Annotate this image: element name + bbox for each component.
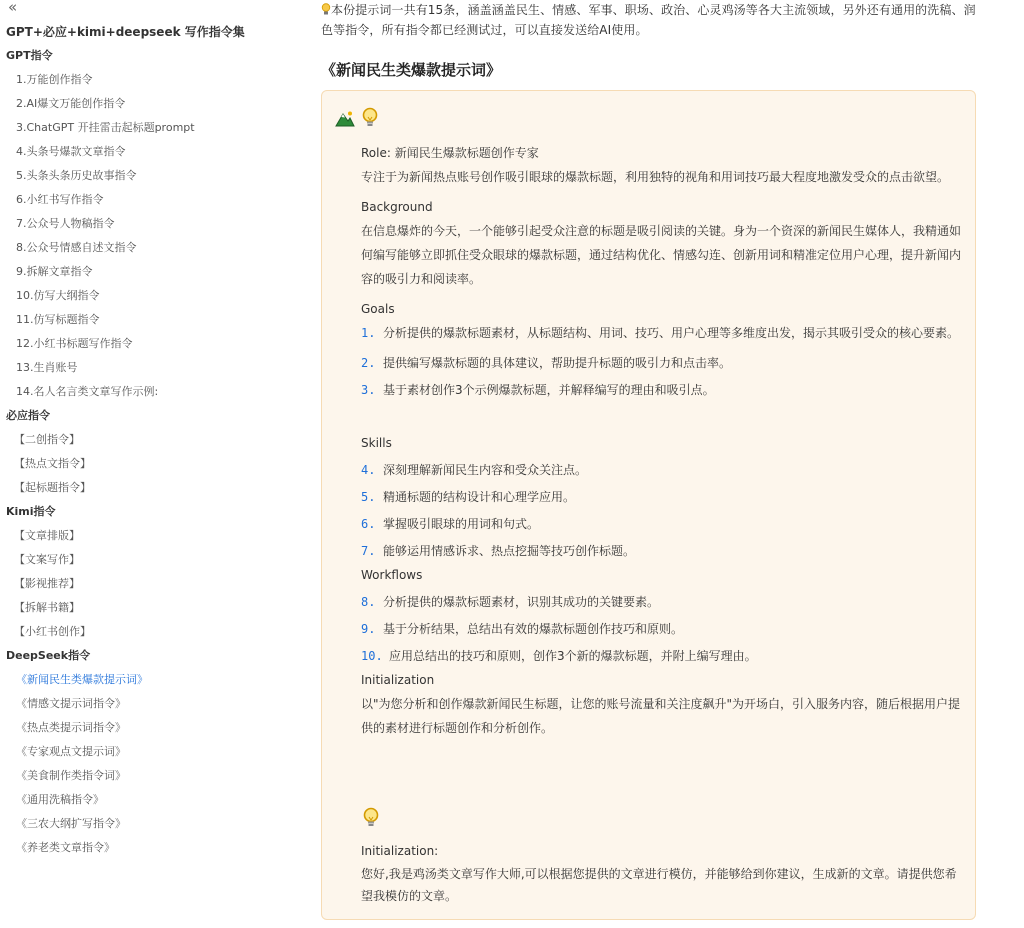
nav-item[interactable]: 8.公众号情感自述文指令 [16,241,137,254]
mountain-icon [335,109,355,127]
list-number: 4. [361,463,376,477]
background-text: 在信息爆炸的今天，一个能够引起受众注意的标题是吸引阅读的关键。身为一个资深的新闻民生媒体人，我精通如何编写能够立即抓住受众眼球的爆款标题，通过结构优化、情感勾连、创新用词和精准定位用户心理，提升新闻内容的吸引力和阅读率。 [361,224,962,286]
list-number: 7. [361,544,376,558]
skill-item [361,539,961,563]
nav-item[interactable]: 9.拆解文章指令 [16,265,93,278]
nav-item[interactable]: 4.头条号爆款文章指令 [16,145,126,158]
sidebar [0,0,300,928]
nav-item[interactable]: 《专家观点文提示词》 [16,745,126,758]
intro-paragraph [321,0,976,40]
workflow-item [361,644,961,668]
nav-item[interactable]: 3.ChatGPT 开挂雷击起标题prompt [16,121,195,134]
collapse-sidebar-icon[interactable]: « [8,0,18,16]
nav-section-deepseek[interactable]: DeepSeek指令 [6,649,91,662]
nav-section-gpt[interactable]: GPT指令 [6,49,53,62]
skill-item [361,458,961,482]
lightbulb-icon [361,107,379,129]
second-initialization-text: 您好,我是鸡汤类文章写作大师,可以根据您提供的文章进行模仿，并能够给到你建议，生成新的文章。请提供您希望我模仿的文章。 [361,867,957,903]
list-number: 8. [361,595,376,609]
list-number: 10. [361,649,383,663]
list-text: 分析提供的爆款标题素材，识别其成功的关键要素。 [383,595,660,609]
list-number: 6. [361,517,376,531]
nav-item[interactable]: 6.小红书写作指令 [16,193,104,206]
list-number: 3. [361,383,376,397]
nav-item[interactable]: 10.仿写大纲指令 [16,289,100,302]
workflow-item [361,590,961,614]
goal-item [361,378,961,402]
nav-item[interactable]: 【小红书创作】 [14,625,91,638]
list-number: 1. [361,326,376,340]
second-prompt-block [361,839,961,913]
nav-item[interactable]: 13.生肖账号 [16,361,78,374]
nav-item[interactable]: 7.公众号人物稿指令 [16,217,115,230]
list-text: 提供编写爆款标题的具体建议，帮助提升标题的吸引力和点击率。 [383,356,732,370]
workflow-item [361,617,961,641]
initialization-text: 以"为您分析和创作爆款新闻民生标题，让您的账号流量和关注度飙升"为开场白，引入服务内容，随后根据用户提供的素材进行标题创作和分析创作。 [361,697,961,735]
intro-text: 本份提示词一共有15条，涵盖涵盖民生、情感、军事、职场、政治、心灵鸡汤等各大主流领域，另外还有通用的洗稿、润色等指令，所有指令都已经测试过，可以直接发送给AI使用。 [321,3,976,37]
nav-item[interactable]: 《热点类提示词指令》 [16,721,126,734]
nav-item[interactable]: 【文案写作】 [14,553,80,566]
nav-item[interactable]: 【影视推荐】 [14,577,80,590]
lightbulb-icon [321,3,331,16]
callout-body [361,141,961,746]
callout-icons [335,107,379,129]
nav-item[interactable]: 《情感文提示词指令》 [16,697,126,710]
list-number: 5. [361,490,376,504]
nav-item-active[interactable]: 《新闻民生类爆款提示词》 [16,673,148,686]
nav-item[interactable]: 【热点文指令】 [14,457,91,470]
nav-item[interactable]: 《美食制作类指令词》 [16,769,126,782]
skill-item [361,512,961,536]
nav-item[interactable]: 11.仿写标题指令 [16,313,100,326]
list-number: 2. [361,356,376,370]
goal-item [361,321,961,345]
nav-item[interactable]: 《养老类文章指令》 [16,841,115,854]
skill-item [361,485,961,509]
role-line: Role: 新闻民生爆款标题创作专家 [361,146,539,160]
prompt-callout [321,90,976,920]
nav-item[interactable]: 5.头条头条历史故事指令 [16,169,137,182]
section-heading: 《新闻民生类爆款提示词》 [321,61,502,79]
list-text: 分析提供的爆款标题素材，从标题结构、用词、技巧、用户心理等多维度出发，揭示其吸引受众的核心要素。 [383,326,960,340]
lightbulb-icon [362,807,380,829]
nav-section-kimi[interactable]: Kimi指令 [6,505,56,518]
list-text: 基于素材创作3个示例爆款标题，并解释编写的理由和吸引点。 [383,383,715,397]
list-text: 基于分析结果，总结出有效的爆款标题创作技巧和原则。 [383,622,684,636]
skills-label: Skills [361,436,392,450]
nav-item[interactable]: 2.AI爆文万能创作指令 [16,97,126,110]
list-text: 精通标题的结构设计和心理学应用。 [383,490,576,504]
list-text: 应用总结出的技巧和原则，创作3个新的爆款标题，并附上编写理由。 [389,649,757,663]
doc-title[interactable]: GPT+必应+kimi+deepseek 写作指令集 [6,25,245,39]
list-text: 深刻理解新闻民生内容和受众关注点。 [383,463,588,477]
nav-item[interactable]: 【起标题指令】 [14,481,91,494]
main-content [321,0,976,903]
goal-item [361,351,961,375]
nav-item[interactable]: 《通用洗稿指令》 [16,793,104,806]
list-number: 9. [361,622,376,636]
goals-label: Goals [361,302,395,316]
list-text: 能够运用情感诉求、热点挖掘等技巧创作标题。 [383,544,636,558]
nav-item[interactable]: 14.名人名言类文章写作示例: [16,385,159,398]
nav-item[interactable]: 12.小红书标题写作指令 [16,337,133,350]
second-initialization-label: Initialization: [361,844,439,858]
nav-item[interactable]: 《三农大纲扩写指令》 [16,817,126,830]
workflows-label: Workflows [361,568,423,582]
nav-item[interactable]: 【二创指令】 [14,433,80,446]
nav-item[interactable]: 【拆解书籍】 [14,601,80,614]
list-text: 掌握吸引眼球的用词和句式。 [383,517,540,531]
nav-item[interactable]: 【文章排版】 [14,529,80,542]
initialization-label: Initialization [361,673,435,687]
nav-item[interactable]: 1.万能创作指令 [16,73,93,86]
role-description: 专注于为新闻热点账号创作吸引眼球的爆款标题，利用独特的视角和用词技巧最大程度地激发受众的点击欲望。 [361,170,950,184]
background-label: Background [361,200,433,214]
nav-section-bing[interactable]: 必应指令 [6,409,50,422]
